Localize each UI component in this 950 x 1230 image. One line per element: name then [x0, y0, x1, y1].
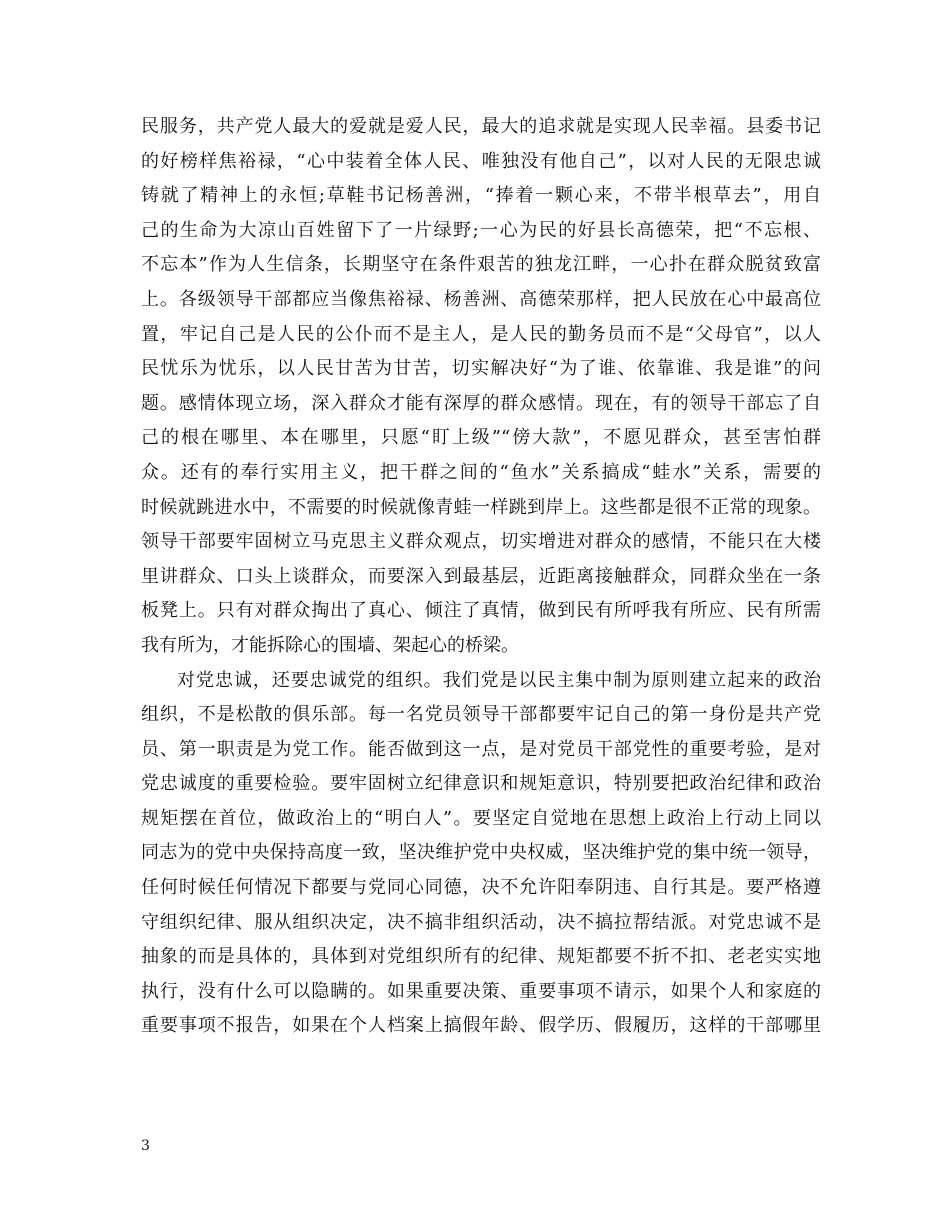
text-line: 任何时候任何情况下都要与党同心同德，决不允许阳奉阴违、自行其是。要严格遵 [141, 877, 821, 899]
body-text [141, 110, 821, 1044]
text-line: 对党忠诚，还要忠诚党的组织。我们党是以民主集中制为原则建立起来的政治 [177, 669, 821, 691]
text-line: 我有所为，才能拆除心的围墙、架起心的桥梁。 [141, 634, 519, 656]
text-line: 党忠诚度的重要检验。要牢固树立纪律意识和规矩意识，特别要把政治纪律和政治 [141, 773, 821, 795]
text-line: 题。感情体现立场，深入群众才能有深厚的群众感情。现在，有的领导干部忘了自 [141, 392, 821, 414]
text-line: 板凳上。只有对群众掏出了真心、倾注了真情，做到民有所呼我有所应、民有所需 [141, 600, 821, 622]
text-line: 不忘本”作为人生信条，长期坚守在条件艰苦的独龙江畔，一心扑在群众脱贫致富 [141, 254, 821, 276]
text-line: 同志为的党中央保持高度一致，坚决维护党中央权威，坚决维护党的集中统一领导， [141, 842, 821, 864]
text-line: 众。还有的奉行实用主义，把干群之间的“鱼水”关系搞成“蛙水”关系，需要的 [141, 461, 821, 483]
text-line: 规矩摆在首位，做政治上的“明白人”。要坚定自觉地在思想上政治上行动上同以 [141, 807, 821, 829]
text-line: 重要事项不报告，如果在个人档案上搞假年龄、假学历、假履历，这样的干部哪里 [141, 1015, 821, 1037]
text-line: 执行，没有什么可以隐瞒的。如果重要决策、重要事项不请示，如果个人和家庭的 [141, 980, 821, 1002]
paragraph-1 [141, 110, 821, 664]
text-line: 抽象的而是具体的，具体到对党组织所有的纪律、规矩都要不折不扣、老老实实地 [141, 946, 821, 968]
text-line: 领导干部要牢固树立马克思主义群众观点，切实增进对群众的感情，不能只在大楼 [141, 531, 821, 553]
text-line: 组织，不是松散的俱乐部。每一名党员领导干部都要牢记自己的第一身份是共产党 [141, 704, 821, 726]
text-line: 的好榜样焦裕禄，“心中装着全体人民、唯独没有他自己”，以对人民的无限忠诚 [141, 150, 821, 172]
text-line: 里讲群众、口头上谈群众，而要深入到最基层，近距离接触群众，同群众坐在一条 [141, 565, 821, 587]
paragraph-2 [141, 664, 821, 1045]
text-line: 己的根在哪里、本在哪里，只愿“盯上级”“傍大款”，不愿见群众，甚至害怕群 [141, 427, 821, 449]
text-line: 上。各级领导干部都应当像焦裕禄、杨善洲、高德荣那样，把人民放在心中最高位 [141, 288, 821, 310]
text-line: 己的生命为大凉山百姓留下了一片绿野;一心为民的好县长高德荣，把“不忘根、 [141, 219, 821, 241]
text-line: 守组织纪律、服从组织决定，决不搞非组织活动，决不搞拉帮结派。对党忠诚不是 [141, 911, 821, 933]
text-line: 时候就跳进水中，不需要的时候就像青蛙一样跳到岸上。这些都是很不正常的现象。 [141, 496, 821, 518]
text-line: 铸就了精神上的永恒;草鞋书记杨善洲，“捧着一颗心来，不带半根草去”，用自 [141, 185, 821, 207]
text-line: 民忧乐为忧乐，以人民甘苦为甘苦，切实解决好“为了谁、依靠谁、我是谁”的问 [141, 358, 821, 380]
text-line: 民服务，共产党人最大的爱就是爱人民，最大的追求就是实现人民幸福。县委书记 [141, 116, 821, 137]
text-line: 员、第一职责是为党工作。能否做到这一点，是对党员干部党性的重要考验，是对 [141, 738, 821, 760]
page-number: 3 [141, 1138, 150, 1154]
text-line: 置，牢记自己是人民的公仆而不是主人，是人民的勤务员而不是“父母官”，以人 [141, 323, 821, 345]
